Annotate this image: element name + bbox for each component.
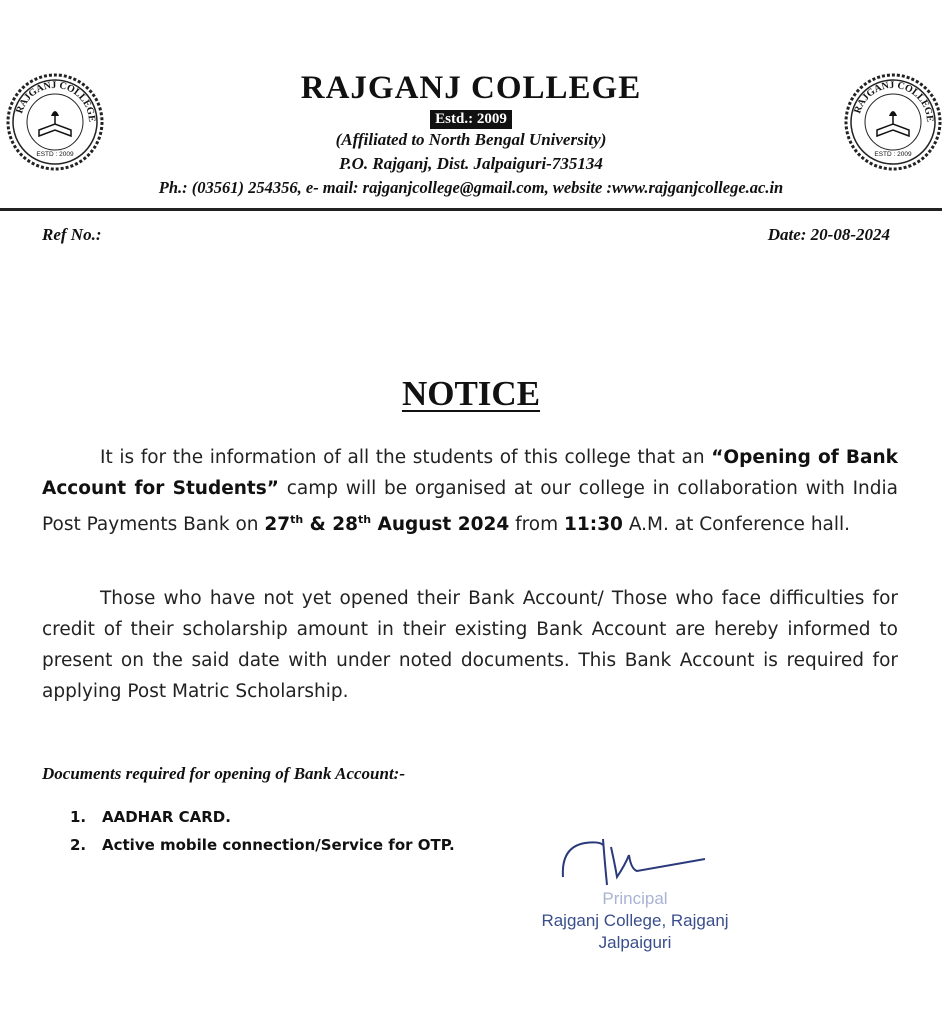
- college-name: RAJGANJ COLLEGE: [300, 70, 642, 106]
- principal-place: Jalpaiguri: [598, 933, 672, 952]
- list-item: 1. AADHAR CARD.: [70, 808, 231, 826]
- affiliation-line: (Affiliated to North Bengal University): [335, 130, 607, 149]
- ref-number: Ref No.:: [42, 225, 102, 244]
- contact-line: Ph.: (03561) 254356, e- mail: rajganjcollege@gmail.com, website :www.rajganjcollege.ac.in: [158, 178, 784, 197]
- principal-org: Rajganj College, Rajganj: [541, 911, 729, 930]
- estd-badge: Estd.: 2009: [430, 110, 512, 129]
- svg-text:ESTD : 2009: ESTD : 2009: [874, 151, 912, 158]
- notice-title: NOTICE: [401, 374, 541, 413]
- svg-text:RAJGANJ COLLEGE: RAJGANJ COLLEGE: [14, 79, 98, 123]
- principal-title: Principal: [602, 889, 668, 908]
- address-line: P.O. Rajganj, Dist. Jalpaiguri-735134: [339, 154, 603, 173]
- notice-paragraph-1: It is for the information of all the students of this college that an “Opening of Bank Account for Students” camp will be organised at our college in collaboration with India Post Payments Bank on 27th & 28th August 2024 from 11:30 A.M. at Conference hall.: [42, 447, 898, 536]
- documents-list: [70, 803, 455, 859]
- estd-badge-wrap: [0, 110, 942, 129]
- list-item: 2. Active mobile connection/Service for OTP.: [70, 836, 455, 854]
- header-divider: [0, 208, 942, 211]
- notice-date: Date: 20-08-2024: [767, 225, 890, 244]
- documents-heading: Documents required for opening of Bank Account:-: [42, 764, 406, 783]
- svg-text:RAJGANJ COLLEGE: RAJGANJ COLLEGE: [852, 79, 936, 123]
- notice-paragraph-2: Those who have not yet opened their Bank Account/ Those who face difficulties for credit of their scholarship amount in their existing Bank Account are hereby informed to present on the said date with under noted documents. This Bank Account is required for applying Post Matric Scholarship.: [42, 588, 898, 702]
- principal-stamp: [530, 888, 740, 954]
- svg-text:ESTD : 2009: ESTD : 2009: [36, 151, 74, 158]
